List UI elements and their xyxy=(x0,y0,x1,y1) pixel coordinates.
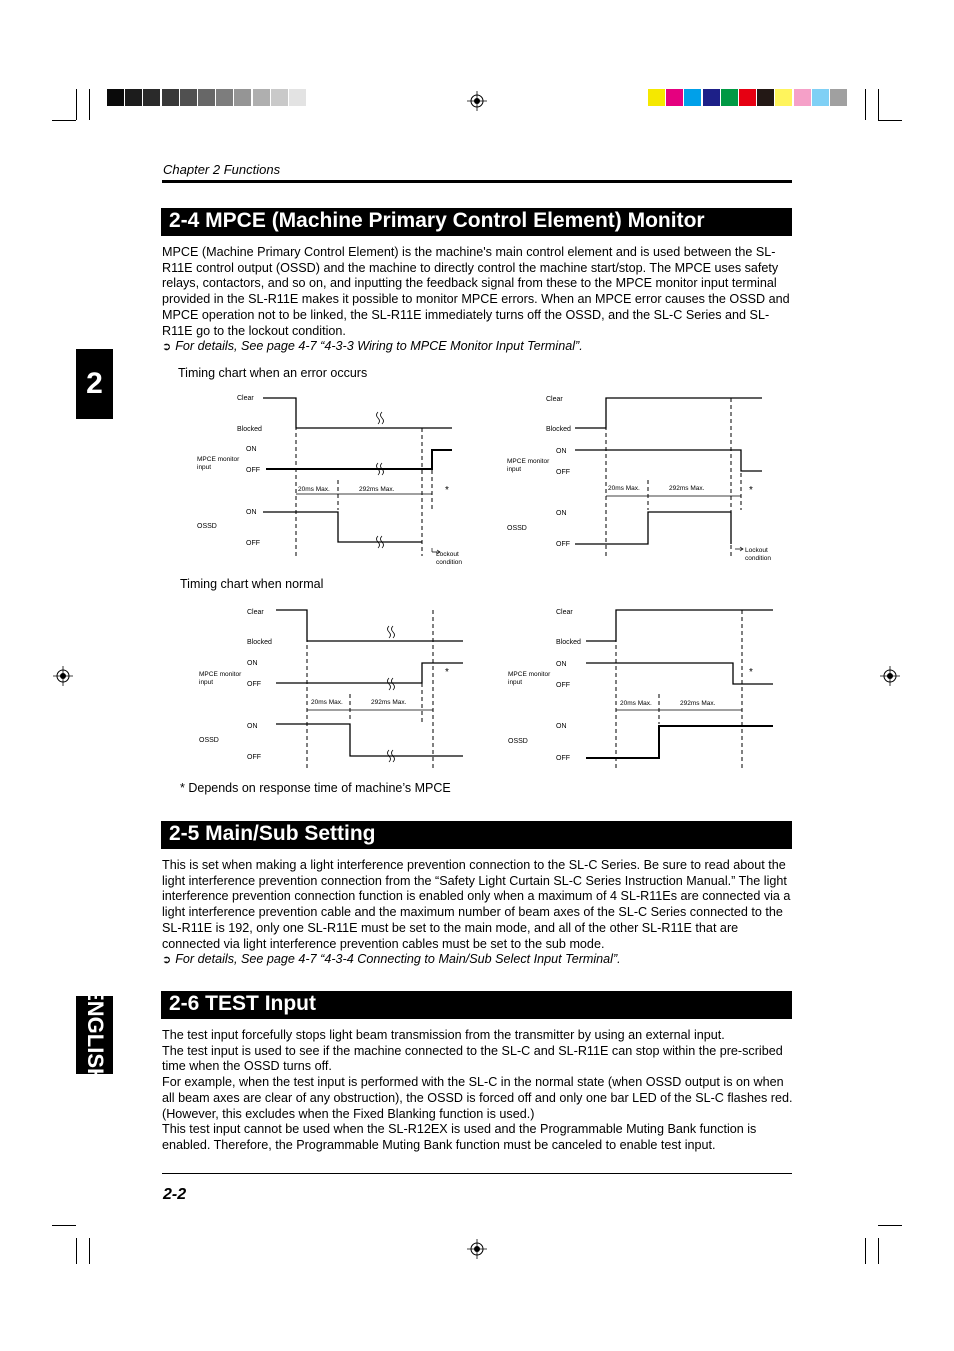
label-off: OFF xyxy=(246,467,260,474)
paragraph: This test input cannot be used when the SL-R12EX is used and the Programmable Muting Bank function is enabled. Therefore, the Programmable Muting Bank function must be canceled to enable test input. xyxy=(162,1122,757,1152)
registration-mark-icon xyxy=(467,1239,487,1259)
label-on: ON xyxy=(556,510,567,517)
section-heading-2-6 xyxy=(161,991,792,1019)
label-star: * xyxy=(445,485,449,496)
section-heading-2-5 xyxy=(161,821,792,849)
label-on: ON xyxy=(556,661,567,668)
paragraph: The test input is used to see if the machine connected to the SL-C and SL-R11E can stop within the pre-scribed time when the OSSD turns off. xyxy=(162,1043,783,1074)
label-blocked: Blocked xyxy=(237,426,262,433)
crop-mark xyxy=(878,1225,902,1226)
label-mpce: MPCE monitor xyxy=(508,671,551,678)
footnote: * Depends on response time of machine’s MPCE xyxy=(180,781,451,795)
label-292ms: 292ms Max. xyxy=(680,700,716,707)
cross-reference-text: For details, See page 4-7 “4-3-4 Connecting to Main/Sub Select Input Terminal”. xyxy=(175,952,621,967)
cross-reference-text: For details, See page 4-7 “4-3-3 Wiring to MPCE Monitor Input Terminal”. xyxy=(175,339,583,354)
label-mpce: MPCE monitor xyxy=(199,671,242,678)
label-star: * xyxy=(749,667,753,678)
paragraph: For example, when the test input is performed with the SL-C in the normal state (when OSSD output is on when all beam axes are clear of any obstruction), the OSSD is forced off and only one bar LED of the SL-C flashes red. (However, this excludes when the Fixed Blanking function is used.) xyxy=(162,1075,793,1121)
label-clear: Clear xyxy=(546,396,563,403)
label-lockout: Lockout xyxy=(745,547,768,554)
label-lockout: Lockout xyxy=(436,551,459,558)
label-20ms: 20ms Max. xyxy=(608,485,640,492)
label-star: * xyxy=(445,667,449,678)
chapter-header: Chapter 2 Functions xyxy=(163,162,281,177)
label-blocked: Blocked xyxy=(247,639,272,646)
reference-arrow-icon: ➲ xyxy=(162,954,172,967)
label-off: OFF xyxy=(246,540,260,547)
label-292ms: 292ms Max. xyxy=(669,485,705,492)
label-blocked: Blocked xyxy=(546,426,571,433)
paragraph: This is set when making a light interference prevention connection to the SL-C Series. Be sure to read about the light interference prevention connection from the “Safety Light Curtain SL-C Series Instruction Manual.” The light interference prevention connection function is enabled only when a maximum of 4 SL-R11Es are connected via a light interference prevention cable and the maximum number of beam axes of the SL-C Series connected to the SL-R11E is 192, only one SL-R11E must be set to the main mode, and all of the other SL-R11E that are connected via light interference prevention cables must be set to the sub mode. xyxy=(162,858,791,951)
timing-chart-error-2 xyxy=(507,396,771,562)
label-condition: condition xyxy=(436,559,463,566)
crop-mark xyxy=(878,1238,879,1264)
section-title: 2-4 MPCE (Machine Primary Control Element) Monitor xyxy=(169,209,705,232)
caption-error-chart: Timing chart when an error occurs xyxy=(178,366,368,380)
label-20ms: 20ms Max. xyxy=(620,700,652,707)
chapter-number-tab: 2 xyxy=(76,349,113,419)
label-mpce-input: input xyxy=(508,679,523,686)
label-mpce: MPCE monitor xyxy=(197,456,240,463)
crop-mark xyxy=(89,1238,90,1264)
section-title: 2-6 TEST Input xyxy=(169,992,316,1015)
crop-mark xyxy=(52,1225,76,1226)
label-mpce-input: input xyxy=(507,466,522,473)
label-condition: condition xyxy=(745,555,772,562)
label-ossd: OSSD xyxy=(197,523,217,530)
label-292ms: 292ms Max. xyxy=(371,699,407,706)
label-clear: Clear xyxy=(556,609,573,616)
cross-reference xyxy=(162,952,794,969)
label-on: ON xyxy=(556,723,567,730)
label-off: OFF xyxy=(556,682,570,689)
label-ossd: OSSD xyxy=(508,738,528,745)
label-ossd: OSSD xyxy=(507,525,527,532)
label-ossd: OSSD xyxy=(199,737,219,744)
label-off: OFF xyxy=(247,754,261,761)
label-mpce: MPCE monitor xyxy=(507,458,550,465)
language-tab xyxy=(76,986,113,1084)
caption-normal-chart: Timing chart when normal xyxy=(180,577,324,591)
footer-rule xyxy=(162,1173,792,1174)
language-tab-label: ENGLISH xyxy=(82,986,108,1084)
paragraph: The test input forcefully stops light beam transmission from the transmitter by using an external input. xyxy=(162,1028,725,1042)
page-number: 2-2 xyxy=(163,1186,187,1203)
section-title: 2-5 Main/Sub Setting xyxy=(169,822,376,845)
label-clear: Clear xyxy=(237,395,254,402)
section-2-5-body xyxy=(162,858,794,969)
label-star: * xyxy=(749,485,753,496)
reference-arrow-icon: ➲ xyxy=(162,341,172,354)
timing-chart-error-1 xyxy=(197,395,462,566)
paragraph: MPCE (Machine Primary Control Element) is the machine's main control element and is used between the SL-R11E control output (OSSD) and the machine to directly control the machine start/stop. The MPCE uses safety relays, contactors, and so on, and inputting the feedback signal from these to the MPCE monitor input terminal provided in the SL-R11E makes it possible to monitor MPCE errors. When an MPCE error causes the OSSD and MPCE operation not to be linked, the SL-R11E immediately turns off the OSSD, and the SL-C Series and SL-R11E go to the lockout condition. xyxy=(162,245,790,338)
label-20ms: 20ms Max. xyxy=(298,486,330,493)
label-off: OFF xyxy=(556,755,570,762)
label-292ms: 292ms Max. xyxy=(359,486,395,493)
crop-mark xyxy=(76,1238,77,1264)
crop-mark xyxy=(865,1238,866,1264)
section-2-6-body xyxy=(162,1028,794,1154)
label-on: ON xyxy=(556,448,567,455)
label-mpce-input: input xyxy=(199,679,214,686)
label-off: OFF xyxy=(556,541,570,548)
label-on: ON xyxy=(246,446,257,453)
label-on: ON xyxy=(246,509,257,516)
label-mpce-input: input xyxy=(197,464,212,471)
label-20ms: 20ms Max. xyxy=(311,699,343,706)
timing-chart-normal-2 xyxy=(508,609,773,770)
timing-chart-normal-1 xyxy=(199,609,463,770)
label-on: ON xyxy=(247,723,258,730)
label-blocked: Blocked xyxy=(556,639,581,646)
label-clear: Clear xyxy=(247,609,264,616)
label-on: ON xyxy=(247,660,258,667)
label-off: OFF xyxy=(556,469,570,476)
label-off: OFF xyxy=(247,681,261,688)
